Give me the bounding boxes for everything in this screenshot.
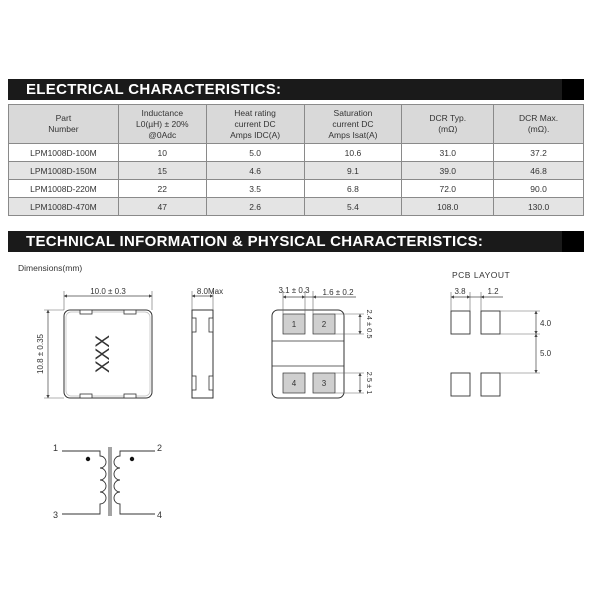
pcb-layout-drawing (451, 292, 540, 396)
pin-label-2: 2 (157, 443, 163, 453)
cell-part-number: LPM1008D-220M (9, 180, 119, 198)
bottom-view-pad-width-dimension: 3.1 ± 0.3 (278, 286, 310, 295)
cell-dcr-typ: 108.0 (402, 198, 494, 216)
pin-label-3: 3 (53, 510, 59, 520)
header-inductance: Inductance L0(µH) ± 20% @0Adc (118, 105, 206, 144)
cell-dcr-typ: 72.0 (402, 180, 494, 198)
top-view-marking: XXX (93, 334, 114, 374)
top-view-height-dimension: 10.8 ± 0.35 (36, 334, 45, 374)
cell-dcr-max: 46.8 (494, 162, 584, 180)
header-heat-rating: Heat rating current DC Amps IDC(A) (206, 105, 304, 144)
cell-dcr-max: 37.2 (494, 144, 584, 162)
cell-heat-rating: 3.5 (206, 180, 304, 198)
cell-saturation: 6.8 (304, 180, 402, 198)
cell-inductance: 10 (118, 144, 206, 162)
cell-saturation: 10.6 (304, 144, 402, 162)
polarity-dot-left (86, 457, 90, 461)
cell-inductance: 15 (118, 162, 206, 180)
pcb-layout-title: PCB LAYOUT (452, 270, 511, 280)
dimensions-label: Dimensions(mm) (18, 263, 83, 273)
coil-schematic (62, 447, 155, 516)
bottom-view-pad-spacing-dimension: 2.5 ± 1 (365, 371, 374, 395)
cell-inductance: 22 (118, 180, 206, 198)
side-view-thickness-dimension: 8.0Max (196, 287, 224, 296)
pad-number-3: 3 (321, 379, 327, 388)
header-part-number: Part Number (9, 105, 119, 144)
cell-part-number: LPM1008D-150M (9, 162, 119, 180)
cell-dcr-typ: 31.0 (402, 144, 494, 162)
cell-dcr-max: 90.0 (494, 180, 584, 198)
cell-dcr-max: 130.0 (494, 198, 584, 216)
electrical-characteristics-title: ELECTRICAL CHARACTERISTICS: (26, 81, 282, 98)
technical-information-title: TECHNICAL INFORMATION & PHYSICAL CHARACTERISTICS: (26, 233, 484, 250)
side-view-drawing (192, 291, 213, 398)
bottom-view-pad-height-dimension: 2.4 ± 0.5 (365, 309, 374, 339)
pin-label-4: 4 (157, 510, 163, 520)
cell-heat-rating: 2.6 (206, 198, 304, 216)
pcb-pad-height-dimension: 4.0 (540, 319, 552, 328)
cell-saturation: 5.4 (304, 198, 402, 216)
cell-saturation: 9.1 (304, 162, 402, 180)
cell-heat-rating: 5.0 (206, 144, 304, 162)
polarity-dot-right (130, 457, 134, 461)
cell-heat-rating: 4.6 (206, 162, 304, 180)
cell-part-number: LPM1008D-470M (9, 198, 119, 216)
cell-dcr-typ: 39.0 (402, 162, 494, 180)
top-view-width-dimension: 10.0 ± 0.3 (90, 287, 126, 296)
pin-label-1: 1 (53, 443, 59, 453)
cell-inductance: 47 (118, 198, 206, 216)
header-saturation: Saturation current DC Amps Isat(A) (304, 105, 402, 144)
pad-number-2: 2 (321, 320, 327, 329)
header-dcr-max: DCR Max. (mΩ). (494, 105, 584, 144)
pcb-spacing-dimension: 5.0 (540, 349, 552, 358)
bottom-view-pad-gap-dimension: 1.6 ± 0.2 (322, 288, 354, 297)
header-dcr-typ: DCR Typ. (mΩ) (402, 105, 494, 144)
bottom-view-drawing (272, 291, 364, 398)
cell-part-number: LPM1008D-100M (9, 144, 119, 162)
pcb-pad-width-dimension: 3.8 (454, 287, 466, 296)
pcb-gap-dimension: 1.2 (487, 287, 499, 296)
pad-number-1: 1 (291, 320, 297, 329)
pad-number-4: 4 (291, 379, 297, 388)
